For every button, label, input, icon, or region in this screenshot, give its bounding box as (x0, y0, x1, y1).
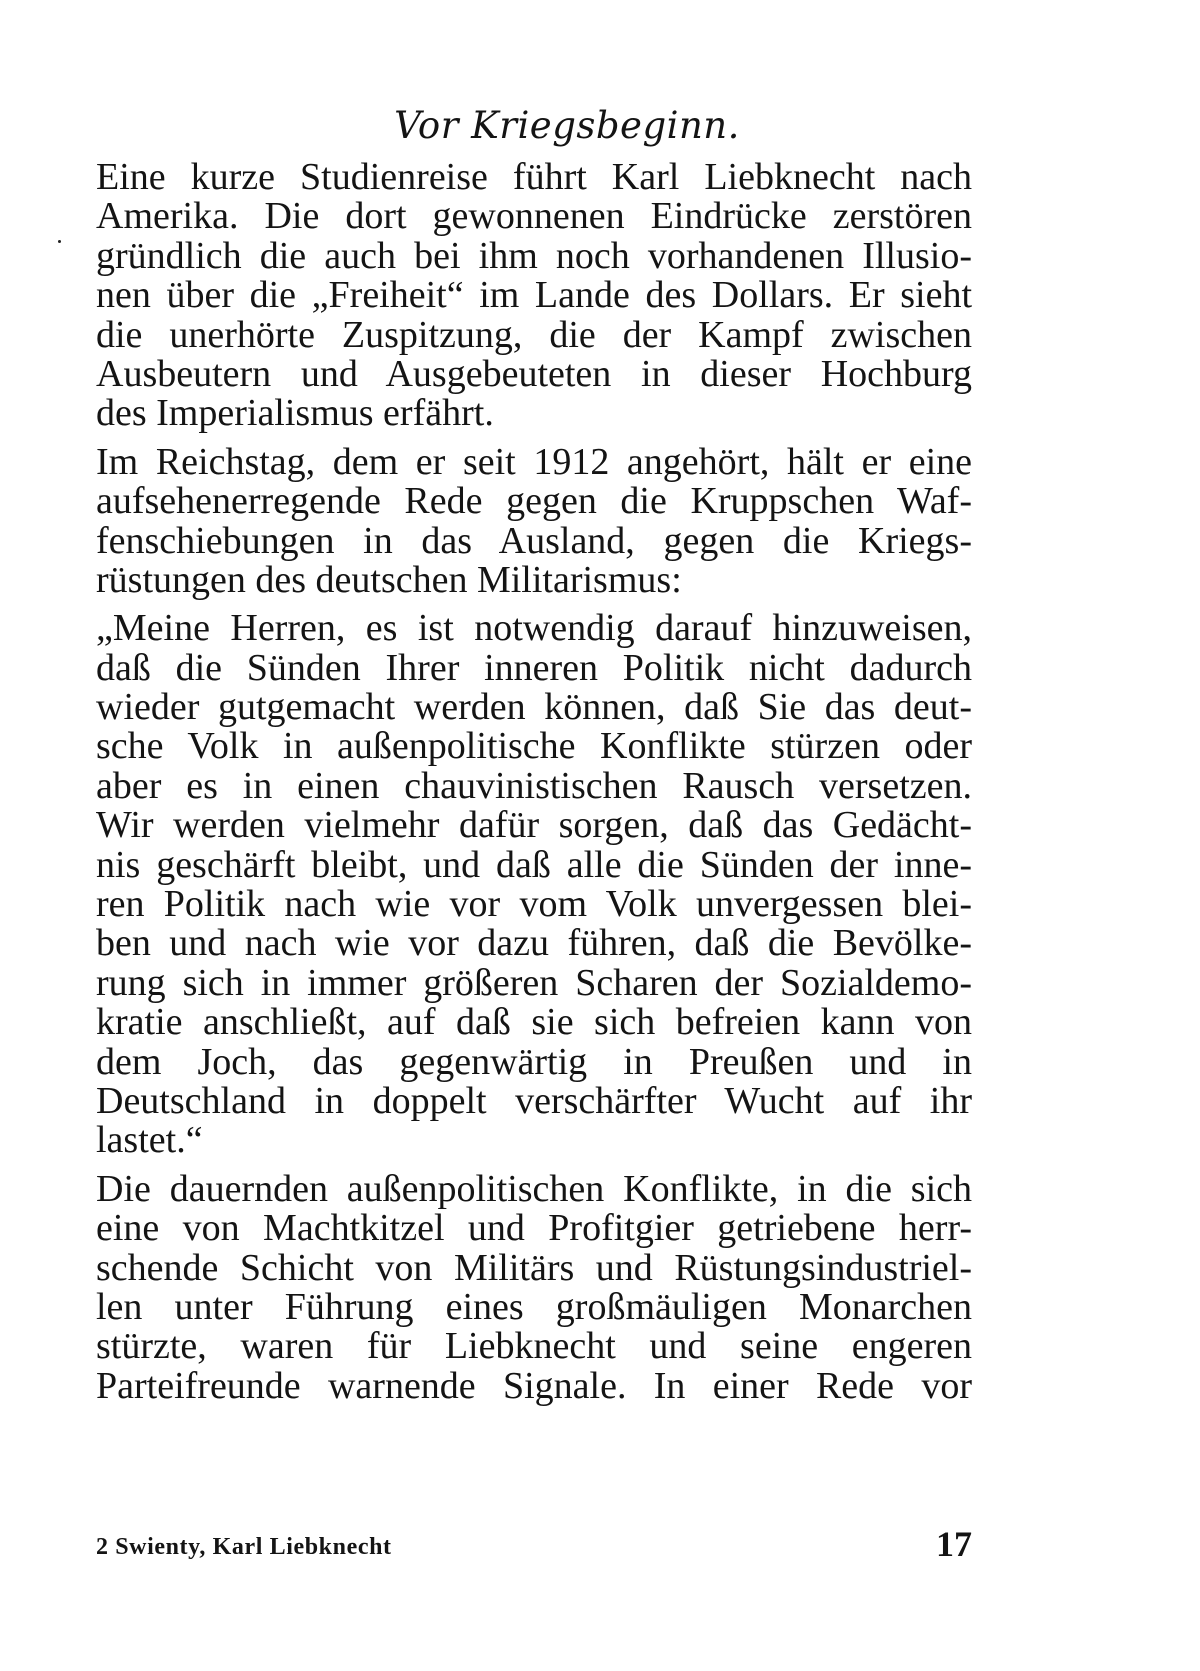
text-line: nis geschärft bleibt, und daß alle die Sünden der inne- (96, 843, 972, 886)
text-line: nen über die „Freiheit“ im Lande des Dollars. Er sieht (96, 274, 972, 317)
text-line: „Meine Herren, es ist notwendig darauf hinzuweisen, (96, 607, 972, 650)
text-line: daß die Sünden Ihrer inneren Politik nicht dadurch (96, 646, 972, 689)
quote-paragraph (96, 609, 972, 1160)
text-line: Im Reichstag, dem er seit 1912 angehört, hält er eine (96, 440, 972, 483)
paragraph-1 (96, 158, 972, 434)
text-line: Wir werden vielmehr dafür sorgen, daß das Gedächt- (96, 804, 972, 847)
text-line: des Imperialismus erfährt. (96, 392, 494, 435)
text-line: stürzte, waren für Liebknecht und seine engeren (96, 1325, 972, 1368)
text-line: die unerhörte Zuspitzung, die der Kampf zwischen (96, 313, 972, 356)
text-line: ren Politik nach wie vor vom Volk unvergessen blei- (96, 883, 972, 926)
print-speck (58, 240, 61, 243)
text-line: eine von Machtkitzel und Profitgier getriebene herr- (96, 1207, 972, 1250)
text-line: Ausbeutern und Ausgebeuteten in dieser Hochburg (96, 352, 972, 395)
text-line: ben und nach wie vor dazu führen, daß die Bevölke- (96, 922, 972, 965)
text-line: len unter Führung eines großmäuligen Monarchen (96, 1285, 972, 1328)
text-line: sche Volk in außenpolitische Konflikte stürzen oder (96, 725, 972, 768)
text-line: kratie anschließt, auf daß sie sich befreien kann von (96, 1001, 972, 1044)
signature-mark: 2 Swienty, Karl Liebknecht (96, 1534, 392, 1560)
text-line: wieder gutgemacht werden können, daß Sie das deut- (96, 686, 972, 729)
text-line: Deutschland in doppelt verschärfter Wucht auf ihr (96, 1079, 972, 1122)
section-heading: Vor Kriegsbeginn. (394, 104, 740, 147)
text-line: rung sich in immer größeren Scharen der Sozialdemo- (96, 961, 972, 1004)
text-line: Eine kurze Studienreise führt Karl Liebknecht nach (96, 156, 972, 198)
body-text (96, 158, 972, 1406)
text-line: schende Schicht von Militärs und Rüstungsindustriel- (96, 1246, 972, 1289)
text-line: lastet.“ (96, 1119, 203, 1162)
paragraph-2 (96, 440, 972, 601)
text-line: Parteifreunde warnende Signale. In einer Rede vor (96, 1364, 972, 1407)
text-line: Die dauernden außenpolitischen Konflikte, in die sich (96, 1167, 972, 1210)
text-line: rüstungen des deutschen Militarismus: (96, 558, 682, 601)
text-line: gründlich die auch bei ihm noch vorhandenen Illusio- (96, 234, 972, 277)
text-line: aber es in einen chauvinistischen Rausch versetzen. (96, 764, 972, 807)
page-number: 17 (936, 1524, 972, 1564)
text-line: dem Joch, das gegenwärtig in Preußen und in (96, 1040, 972, 1083)
text-line: fenschiebungen in das Ausland, gegen die Kriegs- (96, 519, 972, 562)
text-line: Amerika. Die dort gewonnenen Eindrücke zerstören (96, 195, 972, 238)
paragraph-4 (96, 1167, 972, 1407)
text-line: aufsehenerregende Rede gegen die Kruppschen Waf- (96, 480, 972, 523)
